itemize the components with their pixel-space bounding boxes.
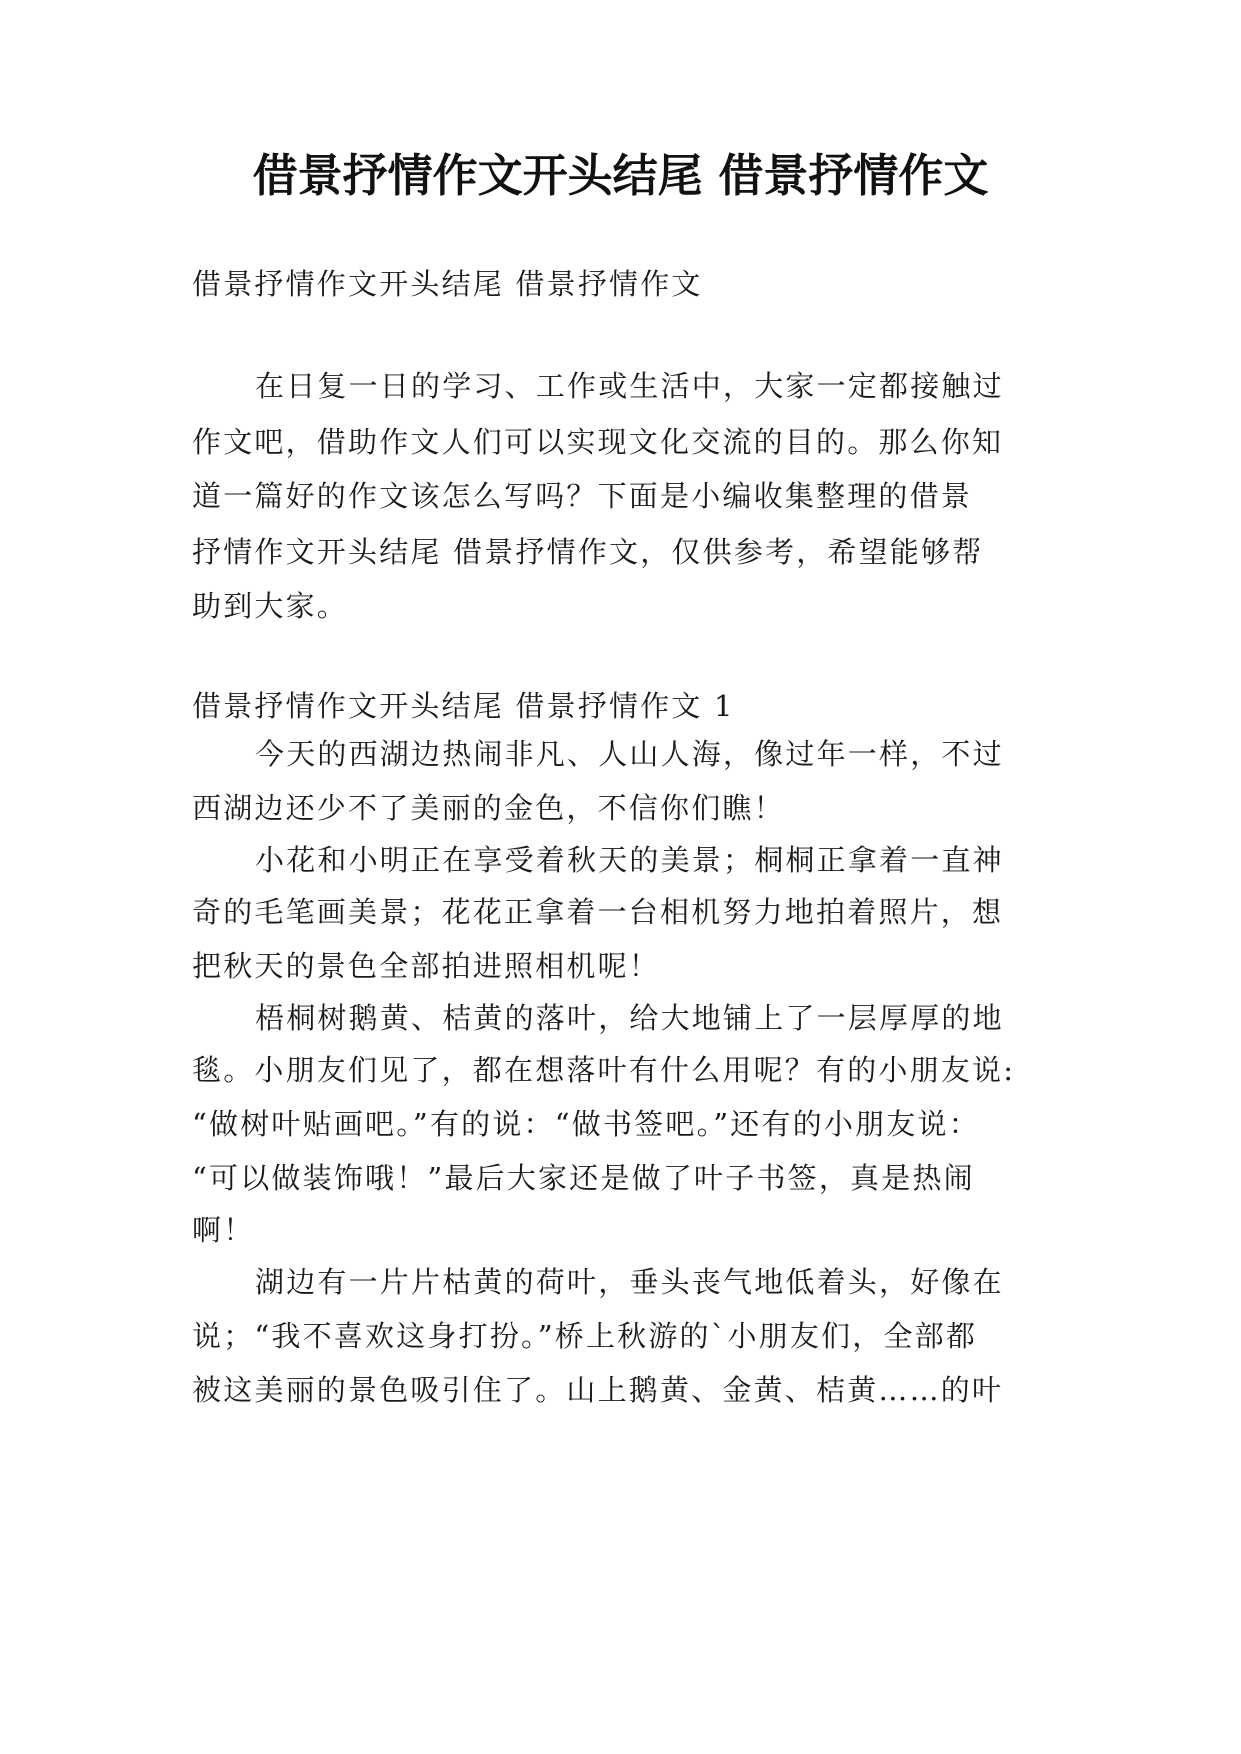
document-title: 借景抒情作文开头结尾 借景抒情作文	[252, 149, 989, 202]
paragraph-line: “可以做装饰哦！”最后大家还是做了叶子书签，真是热闹	[192, 1161, 975, 1195]
paragraph-line: 被这美丽的景色吸引住了。山上鹅黄、金黄、桔黄……的叶	[192, 1373, 1004, 1407]
paragraph-line: 湖边有一片片枯黄的荷叶，垂头丧气地低着头，好像在	[255, 1265, 1004, 1299]
paragraph-line: 说；“我不喜欢这身打扮。”桥上秋游的`小朋友们，全部都	[192, 1319, 978, 1353]
paragraph-line: 啊！	[192, 1213, 255, 1247]
paragraph-line: 毯。小朋友们见了，都在想落叶有什么用呢？有的小朋友说:	[192, 1053, 1016, 1087]
paragraph-line: 西湖边还少不了美丽的金色，不信你们瞧！	[192, 791, 785, 825]
paragraph-line: 小花和小明正在享受着秋天的美景；桐桐正拿着一直神	[255, 843, 1004, 877]
paragraph-line: 奇的毛笔画美景；花花正拿着一台相机努力地拍着照片，想	[192, 895, 1004, 929]
intro-line: 在日复一日的学习、工作或生活中，大家一定都接触过	[255, 369, 1004, 403]
intro-line: 作文吧，借助作文人们可以实现文化交流的目的。那么你知	[192, 425, 1004, 459]
paragraph-line: 梧桐树鹅黄、桔黄的落叶，给大地铺上了一层厚厚的地	[255, 1001, 1004, 1035]
paragraph-line: 把秋天的景色全部拍进照相机呢！	[192, 949, 661, 983]
section-heading: 借景抒情作文开头结尾 借景抒情作文 1	[192, 689, 735, 723]
paragraph-line: “做树叶贴画吧。”有的说：“做书签吧。”还有的小朋友说：	[192, 1107, 980, 1141]
intro-line: 抒情作文开头结尾 借景抒情作文，仅供参考，希望能够帮	[192, 535, 984, 569]
intro-line: 道一篇好的作文该怎么写吗？下面是小编收集整理的借景	[192, 479, 973, 513]
intro-line: 助到大家。	[192, 589, 349, 623]
document-subtitle: 借景抒情作文开头结尾 借景抒情作文	[192, 267, 703, 301]
paragraph-line: 今天的西湖边热闹非凡、人山人海，像过年一样，不过	[255, 737, 1004, 771]
